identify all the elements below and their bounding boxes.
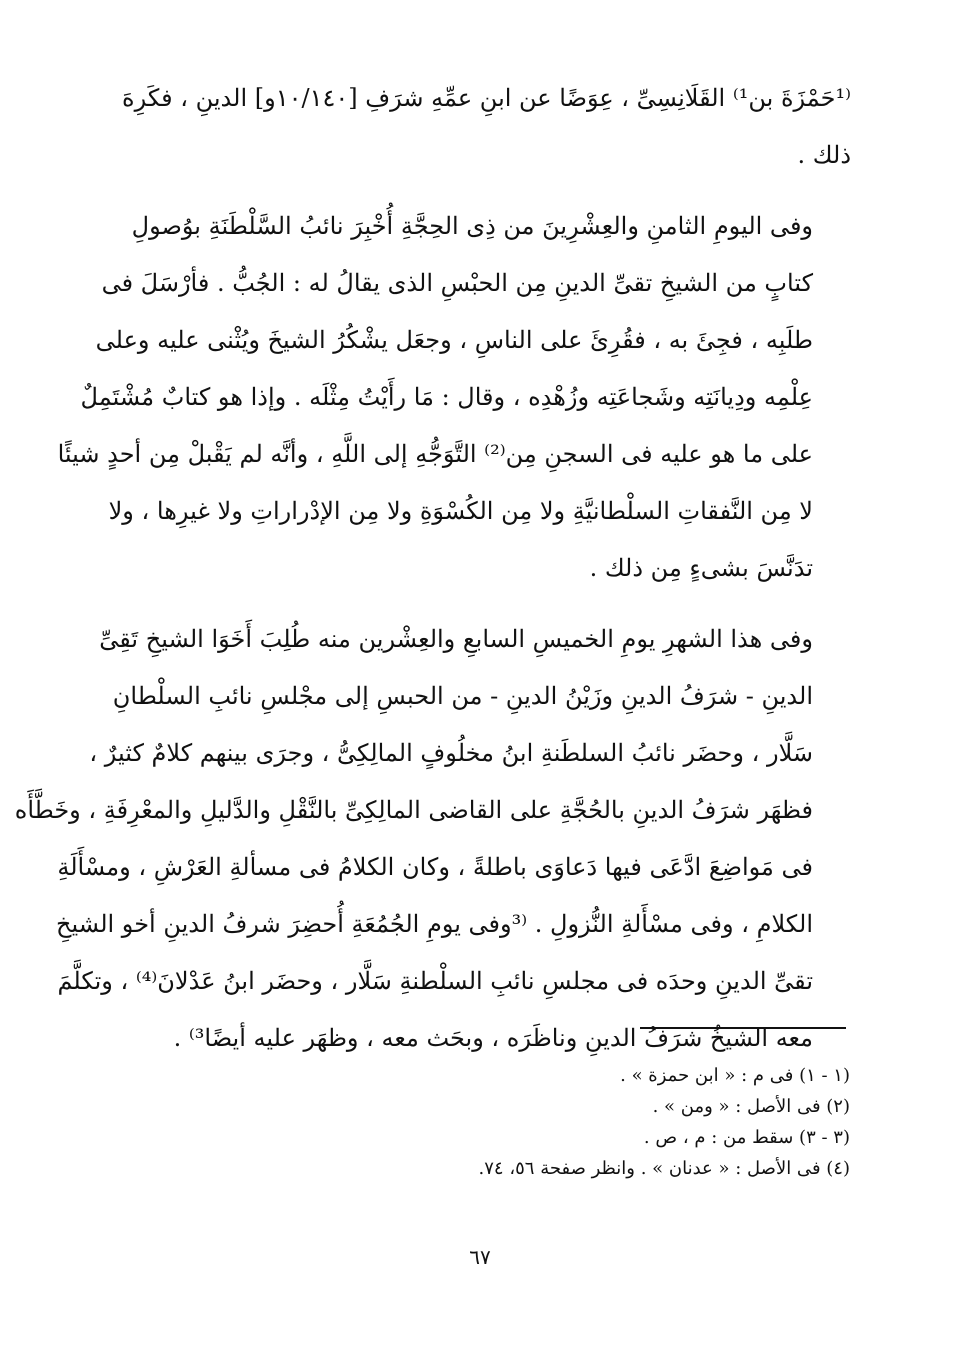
text-line: تقىِّ الدينِ وحدَه فى مجلسِ نائبِ السلْطنةِ سَلَّار ، وحضَر ابنُ عَدْلانَ⁽⁴⁾ ، وتكلَّمَ bbox=[57, 967, 813, 995]
text-line: على ما هو عليه فى السجنِ مِن⁽²⁾ التَّوَجُّهِ إلى اللَّهِ ، وأنَّه لم يَقْبلْ مِن أحدٍ شيئًا bbox=[57, 440, 813, 468]
text-line: وفى هذا الشهرِ يومِ الخميسِ السابعِ والعِشْرين منه طُلِبَ أَخَوَا الشيخِ تَقِىِّ bbox=[99, 625, 813, 653]
paragraph-2 bbox=[57, 198, 851, 597]
page-number: ٦٧ bbox=[469, 1245, 491, 1269]
paragraph-1 bbox=[118, 70, 851, 184]
footnote-separator bbox=[640, 1027, 846, 1029]
text-line: لا مِن النَّفقاتِ السلْطانيَّةِ ولا مِن الكُسْوَةِ ولا مِن الإدْراراتِ ولا غيرِها ، ولا bbox=[108, 497, 813, 525]
text-line: ⁽¹حَمْزَةَ بن¹⁾ القَلَانِسِىِّ ، عِوَضًا عن ابنِ عمِّهِ شرَفِ [١٠/١٤٠و] الدينِ ، فكَرِهَ bbox=[122, 84, 851, 112]
text-line: عِلْمِه ودِيانَتِه وشَجاعَتِه وزُهْدِه ، وقال : مَا رأَيْتُ مِثْلَه . وإذا هو كتابٌ مُشْتَمِلٌ bbox=[80, 383, 813, 411]
main-text-block bbox=[14, 70, 851, 1067]
text-line: تدَنَّسَ بشىءٍ مِن ذلك . bbox=[589, 554, 813, 582]
text-line: سَلَّار ، وحضَر نائبُ السلطَنةِ ابنُ مخلُوفٍ المالِكِىُّ ، وجرَى بينهم كلامٌ كثيرٌ ، bbox=[89, 739, 813, 767]
footnotes bbox=[300, 1060, 850, 1184]
text-line: ذلك . bbox=[797, 141, 851, 169]
text-line: فى مَواضِعَ ادَّعَى فيها دَعاوَى باطلةً ، وكان الكلامُ فى مسألةِ العَرْشِ ، ومسْأَلَةِ bbox=[57, 853, 813, 881]
text-line: معه الشيخُ شرَفُ الدينِ وناظَرَه ، وبحَث معه ، وظهَر عليه أيضًا³⁾ . bbox=[173, 1024, 813, 1052]
footnote-item: (١ - ١) فى م : « ابن حمزة » . bbox=[620, 1065, 850, 1086]
footnote-item: (٢) فى الأصل : « ومن » . bbox=[652, 1096, 850, 1117]
text-line: الدينِ - شرَفُ الدينِ وزَيْنُ الدينِ - من الحبسِ إلى مجْلسِ نائبِ السلْطانِ bbox=[112, 682, 813, 710]
footnote-item: (٤) فى الأصل : « عدنان » . وانظر صفحة ٥٦، ٧٤. bbox=[478, 1158, 850, 1179]
footnote-item: (٣ - ٣) سقط من : م ، ص . bbox=[643, 1127, 850, 1148]
text-line: كتابٍ من الشيخِ تقىِّ الدينِ مِن الحبْسِ الذى يقالُ له : الجُبُّ . فأرْسَلَ فى bbox=[101, 269, 813, 297]
text-line: فظهَر شرَفُ الدينِ بالحُجَّةِ على القاضى المالِكِىِّ بالنَّقْلِ والدَّليلِ والمعْرِفَةِ ، وخَطَّأَه bbox=[14, 796, 813, 824]
text-line: وفى اليومِ الثامنِ والعِشْرِينَ من ذِى الحِجَّةِ أُخْبِرَ نائبُ السَّلْطَنَةِ بوُصولِ bbox=[131, 212, 813, 240]
text-line: الكلامِ ، وفى مسْأَلةِ النُّزولِ . ⁽³وفى يومِ الجُمُعَةِ أُحضِرَ شرفُ الدينِ أخو الشيخِ bbox=[56, 910, 813, 938]
text-line: طلَبِه ، فجِئَ به ، فقُرِئَ على الناسِ ، وجعَل يشْكُرُ الشيخَ ويُثْنى عليه وعلى bbox=[95, 326, 813, 354]
paragraph-3 bbox=[14, 611, 851, 1067]
